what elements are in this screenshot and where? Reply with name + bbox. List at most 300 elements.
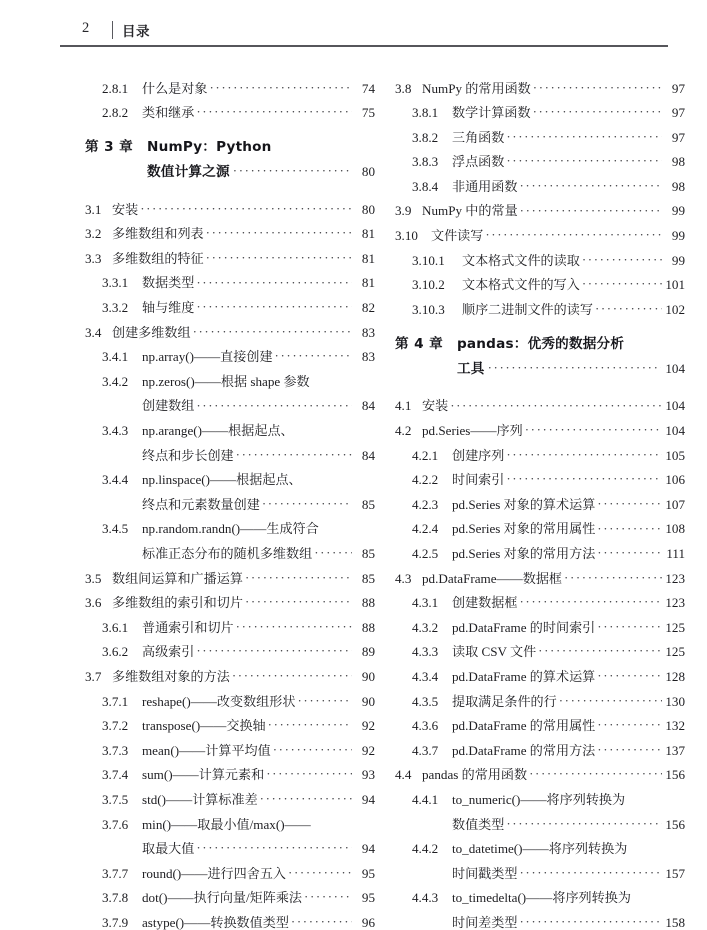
toc-entry-title: pandas 的常用函数 xyxy=(422,767,528,783)
toc-chapter-page: 104 xyxy=(665,360,685,376)
toc-entry[interactable] xyxy=(85,413,375,438)
toc-entry-title: 顺序二进制文件的读写 xyxy=(462,301,593,317)
toc-entry-number: 3.6.2 xyxy=(102,644,129,660)
toc-entry-number: 4.2.4 xyxy=(412,521,439,537)
toc-entry[interactable] xyxy=(395,119,685,144)
toc-chapter-number-spacer xyxy=(85,164,147,180)
toc-entry[interactable] xyxy=(395,732,685,757)
toc-entry-continuation[interactable] xyxy=(85,437,375,462)
toc-entry-title: np.zeros()——根据 shape 参数 xyxy=(142,373,310,389)
toc-entry-number: 4.4 xyxy=(395,767,412,783)
leader-dots xyxy=(597,548,662,558)
toc-entry-number: 3.7.6 xyxy=(102,816,129,832)
toc-entry[interactable] xyxy=(85,609,375,634)
toc-entry[interactable] xyxy=(85,70,375,95)
header-divider xyxy=(112,21,113,39)
leader-dots xyxy=(297,696,352,706)
leader-dots xyxy=(633,892,662,902)
toc-chapter-number-spacer xyxy=(395,361,457,377)
toc-entry[interactable] xyxy=(395,291,685,316)
toc-chapter-line-2 xyxy=(395,352,685,377)
toc-entry-title: 创建序列 xyxy=(452,447,505,463)
toc-entry[interactable] xyxy=(395,511,685,536)
page-number: 2 xyxy=(82,20,90,36)
toc-entry-title: 时间索引 xyxy=(452,472,505,488)
leader-dots xyxy=(296,425,352,435)
toc-entry[interactable] xyxy=(395,267,685,292)
toc-entry-page: 88 xyxy=(361,619,375,635)
toc-entry-number: 4.3.3 xyxy=(412,644,439,660)
toc-entry-title: 浮点函数 xyxy=(452,154,505,170)
running-header xyxy=(60,20,668,54)
toc-entry-page: 92 xyxy=(361,742,375,758)
leader-dots xyxy=(506,819,662,829)
toc-entry[interactable] xyxy=(85,216,375,241)
toc-entry-title: pd.DataFrame 的算术运算 xyxy=(452,668,596,684)
toc-entry-number: 3.7.5 xyxy=(102,791,129,807)
toc-entry[interactable] xyxy=(85,560,375,585)
toc-entry-page: 84 xyxy=(361,398,375,414)
toc-entry-number: 3.4.1 xyxy=(102,349,129,365)
toc-entry-title-cont: 终点和元素数量创建 xyxy=(142,496,260,512)
leader-dots xyxy=(245,573,352,583)
leader-dots xyxy=(275,351,352,361)
toc-entry-page: 106 xyxy=(665,472,685,488)
toc-entry-title: 读取 CSV 文件 xyxy=(452,644,537,660)
leader-dots xyxy=(525,425,662,435)
toc-entry-title: np.arange()——根据起点、 xyxy=(142,423,294,439)
toc-entry-title: 多维数组的索引和切片 xyxy=(112,595,243,611)
toc-entry[interactable] xyxy=(85,806,375,831)
leader-dots xyxy=(582,255,662,265)
toc-entry-number: 3.10.3 xyxy=(412,301,445,317)
toc-entry-continuation[interactable] xyxy=(85,831,375,856)
leader-dots xyxy=(597,524,662,534)
toc-entry-title: std()——计算标准差 xyxy=(142,791,258,807)
leader-dots xyxy=(196,843,352,853)
toc-entry-page: 107 xyxy=(665,496,685,512)
toc-entry[interactable] xyxy=(395,585,685,610)
toc-entry[interactable] xyxy=(395,388,685,413)
toc-entry-number: 4.2.3 xyxy=(412,496,439,512)
leader-dots xyxy=(597,499,662,509)
toc-entry-title: 普通索引和切片 xyxy=(142,619,234,635)
leader-dots xyxy=(313,819,352,829)
toc-entry-page: 94 xyxy=(361,791,375,807)
leader-dots xyxy=(529,769,662,779)
toc-entry-title: 数学计算函数 xyxy=(452,105,531,121)
toc-entry-number: 3.7.3 xyxy=(102,742,129,758)
toc-entry[interactable] xyxy=(395,218,685,243)
toc-entry-number: 3.4.3 xyxy=(102,423,129,439)
toc-entry[interactable] xyxy=(85,757,375,782)
toc-entry-title: 多维数组对象的方法 xyxy=(112,668,230,684)
toc-entry[interactable] xyxy=(85,191,375,216)
toc-entry[interactable] xyxy=(395,242,685,267)
toc-entry-page: 94 xyxy=(361,841,375,857)
toc-entry[interactable] xyxy=(85,95,375,120)
toc-entry[interactable] xyxy=(395,70,685,95)
toc-entry-page: 81 xyxy=(361,250,375,266)
toc-entry[interactable] xyxy=(85,904,375,929)
toc-entry-title: transpose()——交换轴 xyxy=(142,718,266,734)
toc-entry-number: 3.2 xyxy=(85,226,102,242)
toc-entry-page: 82 xyxy=(361,300,375,316)
toc-chapter-number: 第 4 章 xyxy=(395,335,444,352)
toc-entry-number: 4.3.7 xyxy=(412,742,439,758)
toc-entry[interactable] xyxy=(395,95,685,120)
toc-entry[interactable] xyxy=(395,683,685,708)
leader-dots xyxy=(519,181,662,191)
toc-entry-title: pd.DataFrame 的时间索引 xyxy=(452,619,596,635)
toc-entry-title: 安装 xyxy=(422,398,449,414)
toc-chapter-line-1 xyxy=(85,130,375,155)
toc-entry-number: 3.4.2 xyxy=(102,373,129,389)
toc-entry-page: 108 xyxy=(665,521,685,537)
toc-entry-page: 137 xyxy=(665,742,685,758)
toc-entry-number: 4.3.4 xyxy=(412,668,439,684)
toc-entry-page: 74 xyxy=(361,80,375,96)
toc-entry-title: 数组间运算和广播运算 xyxy=(112,570,243,586)
toc-entry-page: 92 xyxy=(361,718,375,734)
toc-entry[interactable] xyxy=(395,462,685,487)
leader-dots xyxy=(312,376,352,386)
toc-entry-title: np.array()——直接创建 xyxy=(142,349,273,365)
toc-entry-page: 156 xyxy=(665,816,685,832)
toc-entry-title-cont: 终点和步长创建 xyxy=(142,447,234,463)
toc-entry[interactable] xyxy=(395,413,685,438)
toc-column-left xyxy=(85,70,375,929)
toc-entry-page: 123 xyxy=(665,595,685,611)
toc-entry[interactable] xyxy=(85,855,375,880)
toc-entry[interactable] xyxy=(85,732,375,757)
toc-entry[interactable] xyxy=(85,585,375,610)
toc-entry-number: 3.4.4 xyxy=(102,472,129,488)
toc-entry[interactable] xyxy=(395,880,685,905)
toc-entry-number: 4.2.2 xyxy=(412,472,439,488)
toc-entry[interactable] xyxy=(395,757,685,782)
toc-entry-page: 85 xyxy=(361,496,375,512)
toc-entry-number: 3.10 xyxy=(395,228,418,244)
toc-entry-number: 3.7.9 xyxy=(102,914,129,930)
leader-dots xyxy=(140,204,352,214)
toc-entry-title-cont: 取最大值 xyxy=(142,841,195,857)
toc-entry-number: 4.1 xyxy=(395,398,412,414)
toc-entry-number: 3.3 xyxy=(85,250,102,266)
toc-entry-page: 97 xyxy=(671,129,685,145)
toc-entry-continuation[interactable] xyxy=(395,855,685,880)
leader-dots xyxy=(206,228,352,238)
toc-entry-page: 99 xyxy=(671,228,685,244)
leader-dots xyxy=(304,892,352,902)
toc-entry-page: 97 xyxy=(671,105,685,121)
toc-entry-title: 创建多维数组 xyxy=(112,324,191,340)
toc-entry-page: 104 xyxy=(665,398,685,414)
leader-dots xyxy=(314,548,352,558)
toc-entry-number: 3.7.4 xyxy=(102,767,129,783)
toc-entry-title-cont: 数值类型 xyxy=(452,816,505,832)
toc-entry-title: 非通用函数 xyxy=(452,178,518,194)
toc-entry-title-cont: 时间差类型 xyxy=(452,914,518,930)
toc-entry-number: 4.2.1 xyxy=(412,447,439,463)
toc-entry-continuation[interactable] xyxy=(85,486,375,511)
toc-entry[interactable] xyxy=(395,536,685,561)
leader-dots xyxy=(597,671,662,681)
toc-entry-page: 105 xyxy=(665,447,685,463)
leader-dots xyxy=(597,720,662,730)
toc-entry-title: min()——取最小值/max()—— xyxy=(142,816,311,832)
toc-entry-title-cont: 标准正态分布的随机多维数组 xyxy=(142,546,313,561)
toc-entry[interactable] xyxy=(85,290,375,315)
leader-dots xyxy=(506,132,662,142)
toc-entry-number: 4.3.5 xyxy=(412,693,439,709)
toc-entry-page: 130 xyxy=(665,693,685,709)
toc-entry-page: 125 xyxy=(665,619,685,635)
toc-entry[interactable] xyxy=(85,511,375,536)
toc-entry-page: 96 xyxy=(361,914,375,930)
toc-entry-page: 98 xyxy=(671,178,685,194)
leader-dots xyxy=(236,622,352,632)
toc-entry-page: 157 xyxy=(665,865,685,881)
toc-entry-number: 3.3.2 xyxy=(102,300,129,316)
toc-entry-number: 3.6 xyxy=(85,595,102,611)
toc-entry-page: 85 xyxy=(361,546,375,561)
toc-entry-title: pd.DataFrame 的常用方法 xyxy=(452,742,596,758)
toc-entry-title: 多维数组的特征 xyxy=(112,250,204,266)
toc-entry-number: 4.3.1 xyxy=(412,595,439,611)
leader-dots xyxy=(233,168,351,178)
leader-dots xyxy=(533,107,662,117)
toc-entry-number: 2.8.1 xyxy=(102,80,129,96)
toc-entry-number: 3.7.2 xyxy=(102,718,129,734)
leader-dots xyxy=(506,450,662,460)
toc-entry[interactable] xyxy=(395,437,685,462)
toc-entry-number: 3.8.3 xyxy=(412,154,439,170)
toc-entry-number: 4.3.2 xyxy=(412,619,439,635)
leader-dots xyxy=(206,253,352,263)
toc-entry[interactable] xyxy=(85,683,375,708)
toc-entry-number: 3.10.2 xyxy=(412,277,445,293)
toc-entry-number: 3.10.1 xyxy=(412,252,445,268)
toc-entry-title: 高级索引 xyxy=(142,644,195,660)
toc-entry-title: mean()——计算平均值 xyxy=(142,742,271,758)
toc-entry[interactable] xyxy=(85,363,375,388)
leader-dots xyxy=(564,573,662,583)
toc-entry-title: np.linspace()——根据起点、 xyxy=(142,472,302,488)
leader-dots xyxy=(196,302,352,312)
toc-entry-page: 104 xyxy=(665,423,685,439)
toc-chapter-title: NumPy：Python xyxy=(147,139,272,156)
leader-dots xyxy=(629,843,662,853)
toc-entry-page: 88 xyxy=(361,595,375,611)
toc-entry-number: 3.3.1 xyxy=(102,275,129,291)
toc-entry-page: 83 xyxy=(361,324,375,340)
toc-entry-page: 90 xyxy=(361,693,375,709)
toc-entry-title-cont: 创建数组 xyxy=(142,398,195,414)
leader-dots xyxy=(597,745,662,755)
toc-entry-page: 156 xyxy=(665,767,685,783)
toc-entry-page: 81 xyxy=(361,226,375,242)
toc-entry-title: round()——进行四舍五入 xyxy=(142,865,287,881)
toc-entry-continuation[interactable] xyxy=(395,806,685,831)
toc-chapter-page: 80 xyxy=(361,164,375,180)
toc-entry-title: pd.Series 对象的常用属性 xyxy=(452,521,596,537)
toc-entry-title: to_timedelta()——将序列转换为 xyxy=(452,890,631,906)
toc-entry-continuation[interactable] xyxy=(395,904,685,929)
toc-entry-number: 3.4.5 xyxy=(102,521,129,537)
toc-entry-title: pd.DataFrame——数据框 xyxy=(422,570,563,586)
toc-entry[interactable] xyxy=(395,144,685,169)
leader-dots xyxy=(595,304,662,314)
leader-dots xyxy=(232,671,352,681)
toc-entry[interactable] xyxy=(395,560,685,585)
toc-entry-title: to_datetime()——将序列转换为 xyxy=(452,841,628,857)
toc-chapter-title: pandas：优秀的数据分析 xyxy=(457,335,625,352)
toc-entry-title: sum()——计算元素和 xyxy=(142,767,265,783)
toc-chapter-number: 第 3 章 xyxy=(85,139,134,156)
toc-entry-page: 80 xyxy=(361,201,375,217)
toc-entry[interactable] xyxy=(85,314,375,339)
toc-entry[interactable] xyxy=(85,265,375,290)
leader-dots xyxy=(519,597,662,607)
leader-dots xyxy=(559,696,662,706)
leader-dots xyxy=(273,745,352,755)
toc-entry-title: np.random.randn()——生成符合 xyxy=(142,521,319,537)
toc-entry-title: NumPy 中的常量 xyxy=(422,203,518,219)
leader-dots xyxy=(450,401,662,411)
toc-entry-page: 85 xyxy=(361,570,375,586)
leader-dots xyxy=(321,524,352,534)
toc-entry-number: 4.3 xyxy=(395,570,412,586)
toc-entry-number: 3.1 xyxy=(85,201,102,217)
toc-entry-number: 3.8.4 xyxy=(412,178,439,194)
toc-entry-number: 4.2.5 xyxy=(412,546,439,561)
toc-entry-title: pd.DataFrame 的常用属性 xyxy=(452,718,596,734)
toc-entry[interactable] xyxy=(395,168,685,193)
toc-entry[interactable] xyxy=(395,193,685,218)
toc-entry[interactable] xyxy=(395,486,685,511)
leader-dots xyxy=(245,597,352,607)
toc-entry-page: 98 xyxy=(671,154,685,170)
leader-dots xyxy=(268,720,352,730)
toc-entry-number: 3.5 xyxy=(85,570,102,586)
toc-entry-number: 3.8.1 xyxy=(412,105,439,121)
toc-entry-number: 3.7.8 xyxy=(102,890,129,906)
toc-entry-page: 99 xyxy=(671,203,685,219)
toc-entry-title-cont: 时间戳类型 xyxy=(452,865,518,881)
toc-entry-title: 文本格式文件的写入 xyxy=(462,277,580,293)
toc-entry-number: 4.4.1 xyxy=(412,791,439,807)
toc-entry-title: 文本格式文件的读取 xyxy=(462,252,580,268)
toc-chapter-line-1 xyxy=(395,327,685,352)
toc-entry-title: 安装 xyxy=(112,201,139,217)
toc-entry-number: 4.2 xyxy=(395,423,412,439)
toc-entry-page: 125 xyxy=(665,644,685,660)
toc-entry-title: to_numeric()——将序列转换为 xyxy=(452,791,626,807)
toc-entry[interactable] xyxy=(85,240,375,265)
toc-chapter-entry[interactable] xyxy=(85,130,375,180)
toc-entry-title: 创建数据框 xyxy=(452,595,518,611)
leader-dots xyxy=(627,794,662,804)
leader-dots xyxy=(262,499,352,509)
toc-entry-number: 3.7.7 xyxy=(102,865,129,881)
toc-entry-page: 95 xyxy=(361,890,375,906)
toc-entry-title: reshape()——改变数组形状 xyxy=(142,693,296,709)
toc-entry-page: 102 xyxy=(665,301,685,317)
toc-entry-page: 99 xyxy=(671,252,685,268)
toc-entry[interactable] xyxy=(395,831,685,856)
leader-dots xyxy=(506,156,662,166)
toc-entry-title: 什么是对象 xyxy=(142,80,208,96)
toc-entry-number: 4.4.3 xyxy=(412,890,439,906)
toc-entry[interactable] xyxy=(85,462,375,487)
toc-chapter-entry[interactable] xyxy=(395,327,685,377)
toc-entry[interactable] xyxy=(85,658,375,683)
toc-entry[interactable] xyxy=(85,781,375,806)
toc-entry[interactable] xyxy=(395,708,685,733)
toc-entry-title: 三角函数 xyxy=(452,129,505,145)
leader-dots xyxy=(291,917,352,927)
leader-dots xyxy=(196,278,352,288)
toc-entry[interactable] xyxy=(395,781,685,806)
toc-column-right xyxy=(395,70,685,929)
leader-dots xyxy=(266,769,352,779)
toc-entry-page: 128 xyxy=(665,668,685,684)
header-title: 目录 xyxy=(122,24,150,40)
toc-entry[interactable] xyxy=(395,609,685,634)
toc-entry[interactable] xyxy=(395,634,685,659)
leader-dots xyxy=(488,365,661,375)
leader-dots xyxy=(519,917,662,927)
leader-dots xyxy=(582,279,662,289)
toc-entry-page: 81 xyxy=(361,275,375,291)
leader-dots xyxy=(260,794,352,804)
leader-dots xyxy=(597,622,662,632)
toc-entry[interactable] xyxy=(85,880,375,905)
toc-entry-title: astype()——转换数值类型 xyxy=(142,914,289,930)
toc-entry[interactable] xyxy=(85,339,375,364)
toc-entry-continuation[interactable] xyxy=(85,388,375,413)
toc-entry-page: 95 xyxy=(361,865,375,881)
toc-entry-title: pd.Series 对象的算术运算 xyxy=(452,496,596,512)
leader-dots xyxy=(196,646,352,656)
leader-dots xyxy=(304,474,352,484)
toc-entry-number: 3.7 xyxy=(85,668,102,684)
toc-entry-page: 90 xyxy=(361,668,375,684)
toc-columns xyxy=(0,70,707,929)
toc-entry-page: 89 xyxy=(361,644,375,660)
toc-entry-title: 提取满足条件的行 xyxy=(452,693,557,709)
toc-entry-title: 文件读写 xyxy=(431,228,484,244)
leader-dots xyxy=(209,83,352,93)
toc-entry-page: 84 xyxy=(361,447,375,463)
leader-dots xyxy=(520,206,662,216)
toc-entry-title: dot()——执行向量/矩阵乘法 xyxy=(142,890,303,906)
toc-entry[interactable] xyxy=(85,634,375,659)
toc-entry-continuation[interactable] xyxy=(85,536,375,561)
toc-entry-page: 158 xyxy=(665,914,685,930)
toc-entry-title: pd.Series——序列 xyxy=(422,423,523,439)
leader-dots xyxy=(533,83,662,93)
toc-entry-page: 111 xyxy=(666,546,685,561)
toc-entry[interactable] xyxy=(85,708,375,733)
leader-dots xyxy=(538,646,662,656)
toc-entry-number: 4.4.2 xyxy=(412,841,439,857)
toc-entry-number: 3.8.2 xyxy=(412,129,439,145)
leader-dots xyxy=(519,868,662,878)
toc-entry[interactable] xyxy=(395,658,685,683)
toc-entry-title: pd.Series 对象的常用方法 xyxy=(452,546,596,561)
